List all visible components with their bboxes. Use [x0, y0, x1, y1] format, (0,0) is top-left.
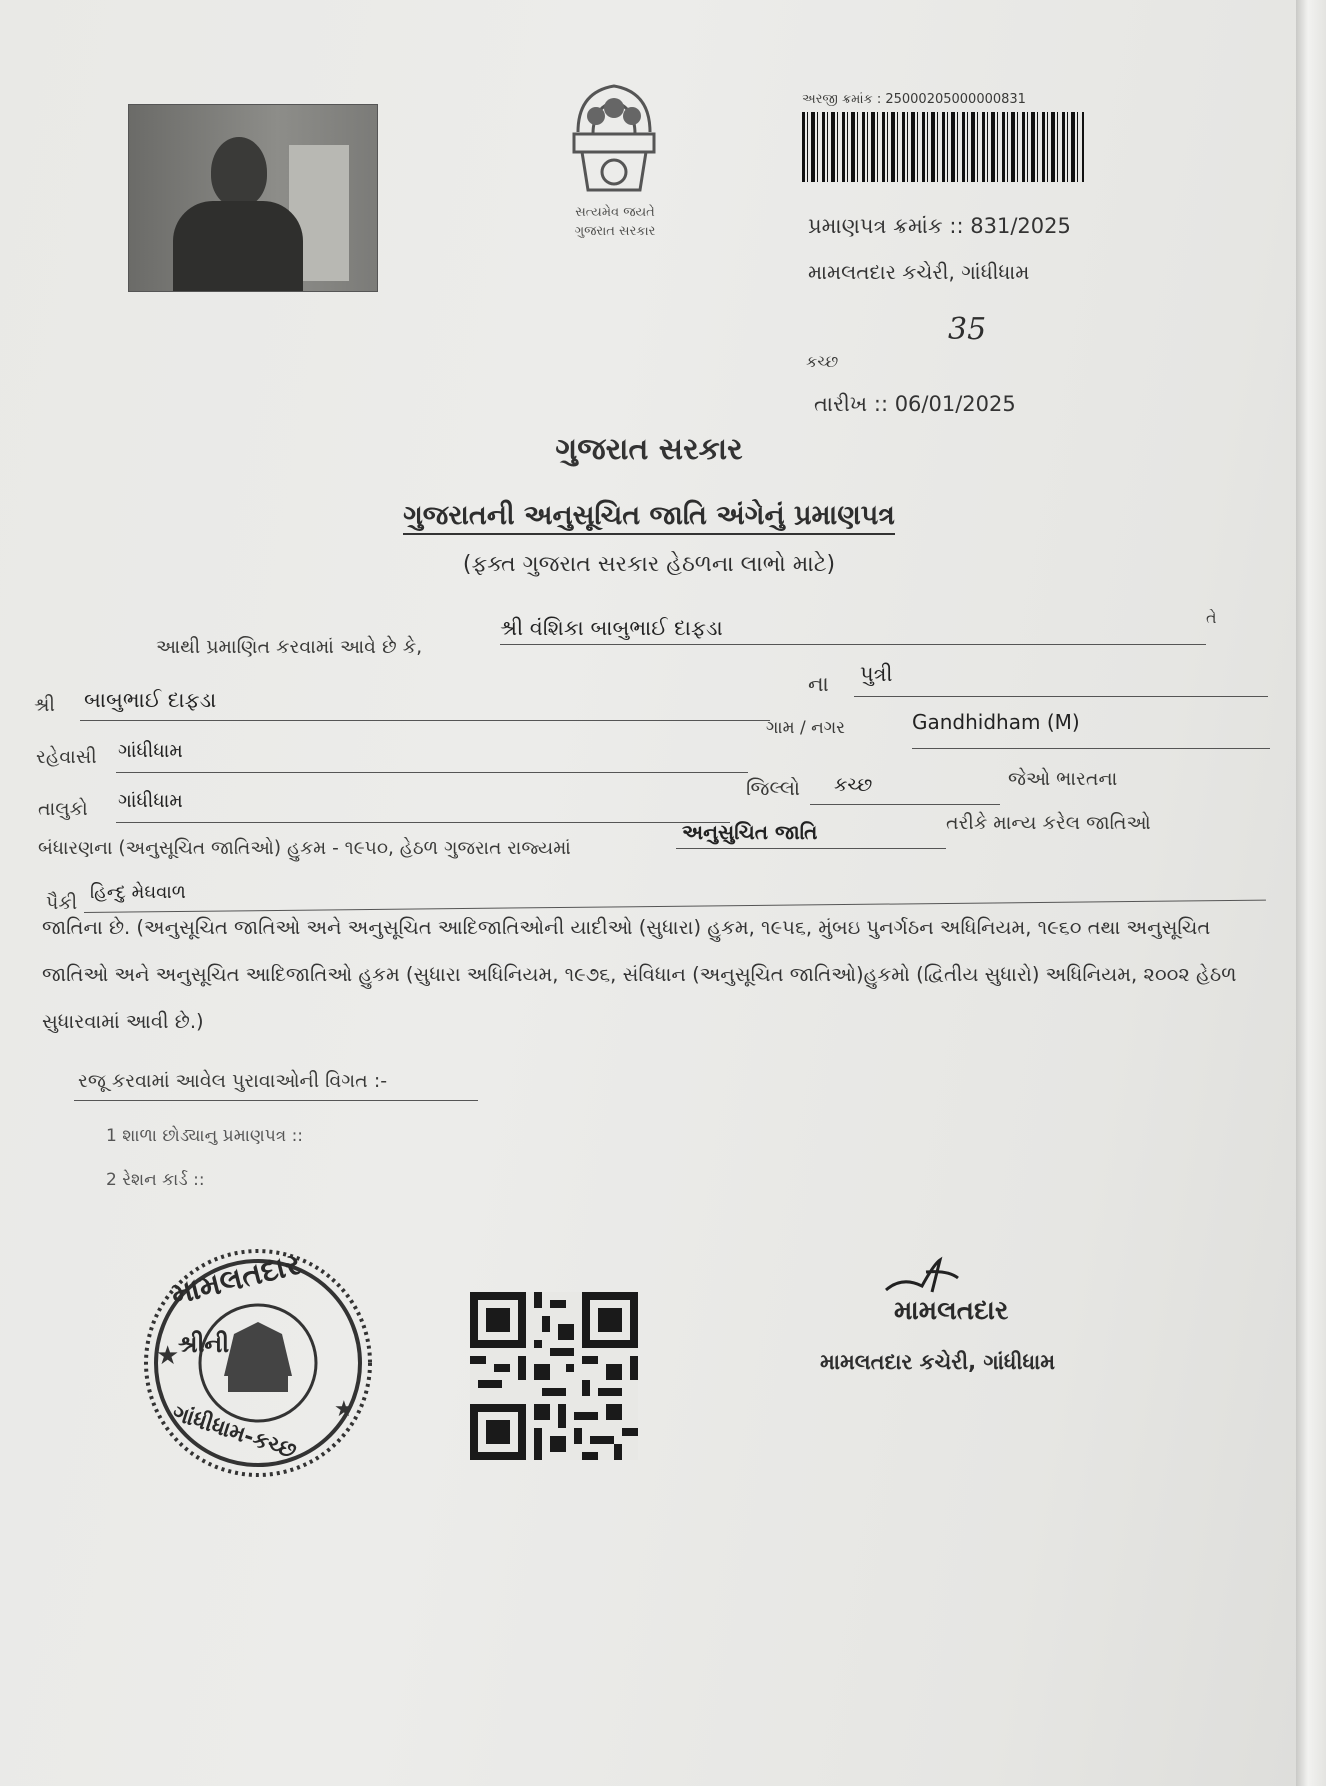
- te-label: તે: [1206, 608, 1217, 627]
- recognized-text: તરીકે માન્ય કરેલ જાતિઓ: [946, 812, 1151, 834]
- taluka-value: ગાંધીધામ: [118, 790, 183, 812]
- village-label: ગામ / નગર: [766, 718, 845, 738]
- signatory-office: મામલતદાર કચેરી, ગાંધીધામ: [820, 1350, 1056, 1374]
- among-label: પૈકી: [46, 892, 78, 914]
- qr-code: [468, 1292, 640, 1460]
- applicant-photo: [128, 104, 378, 292]
- constitution-text: બંધારણના (અનુસૂચિત જાતિઓ) હુકમ - ૧૯૫૦, હેઠળ ગુજરાત રાજ્યમાં: [38, 838, 571, 859]
- signatory-designation: મામલતદાર: [894, 1296, 1009, 1326]
- legal-paragraph: જાતિના છે. (અનુસૂચિત જાતિઓ અને અનુસૂચિત આદિજાતિઓની યાદીઓ (સુધારા) હુકમ, ૧૯૫૬, મુંબઇ પુનર્ગઠન અધિનિયમ, ૧૯૬૦ તથા અનુસૂચિત જાતિઓ અને અનુસૂચિત આદિજાતિઓ હુકમ (સુધારા અધિનિયમ, ૧૯૭૬, સંવિધાન (અનુસૂચિત જાતિઓ)હુકમો (દ્વિતીય સુધારો) અધિનિયમ, ૨૦૦૨ હેઠળ સુધારવામાં આવી છે.): [42, 916, 1237, 1033]
- district-label: જિલ્લો: [746, 776, 800, 800]
- certify-label: આથી પ્રમાણિત કરવામાં આવે છે કે,: [156, 636, 423, 658]
- svg-text:★: ★: [156, 1341, 180, 1371]
- emblem-caption-govt: ગુજરાત સરકાર: [574, 224, 656, 239]
- application-number: અરજી ક્રમાંક : 25000205000000831: [802, 92, 1026, 107]
- na-label: ના: [808, 672, 829, 696]
- barcode: [802, 112, 1084, 182]
- district-value: કચ્છ: [834, 774, 873, 796]
- resident-label: રહેવાસી: [36, 746, 97, 768]
- issue-date: તારીખ :: 06/01/2025: [814, 392, 1016, 416]
- emblem-caption: સત્યમેવ જયતે: [575, 205, 655, 220]
- seal-bottom-text: ગાંધીધામ-કચ્છ: [169, 1400, 300, 1465]
- paper-edge: [1296, 0, 1326, 1786]
- certificate-title: ગુજરાતની અનુસૂચિત જાતિ અંગેનું પ્રમાણપત્ર: [0, 500, 1298, 532]
- seal-middle-text: શ્રીની: [178, 1330, 230, 1358]
- relation: પુત્રી: [860, 662, 893, 686]
- caste-value: હિન્દુ મેઘવાળ: [90, 882, 186, 903]
- certificate-subtitle: (ફક્ત ગુજરાત સરકાર હેઠળના લાભો માટે): [462, 552, 836, 577]
- evidence-item: 1 શાળા છોડ્યાનુ પ્રમાણપત્ર ::: [106, 1126, 304, 1146]
- government-title: ગુજરાત સરકાર: [555, 432, 743, 467]
- father-name: બાબુભાઈ દાફડા: [84, 688, 217, 712]
- resident-value: ગાંધીધામ: [118, 740, 183, 762]
- seal-top-text: મામલતદાર: [167, 1246, 305, 1313]
- evidence-item: 2 રેશન કાર્ડ ::: [106, 1170, 205, 1190]
- evidence-heading: રજૂ કરવામાં આવેલ પુરાવાઓની વિગત :-: [78, 1070, 388, 1092]
- applicant-name: શ્રી વંશિકા બાબુભાઈ દાફડા: [500, 616, 723, 640]
- handwritten-number: 35: [948, 312, 987, 347]
- village-value: Gandhidham (M): [912, 710, 1080, 734]
- certificate-number: પ્રમાણપત્ર ક્રમાંક :: 831/2025: [808, 214, 1071, 238]
- india-label: જેઓ ભારતના: [1008, 768, 1118, 790]
- district-header: કચ્છ: [806, 352, 839, 371]
- issuing-office: મામલતદાર કચેરી, ગાંધીધામ: [808, 260, 1030, 284]
- taluka-label: તાલુકો: [38, 798, 88, 820]
- category-value: અનુસુચિત જાતિ: [682, 820, 818, 844]
- svg-text:★: ★: [334, 1397, 354, 1422]
- ashoka-emblem-icon: [548, 72, 680, 202]
- shri-label: શ્રી: [34, 694, 55, 716]
